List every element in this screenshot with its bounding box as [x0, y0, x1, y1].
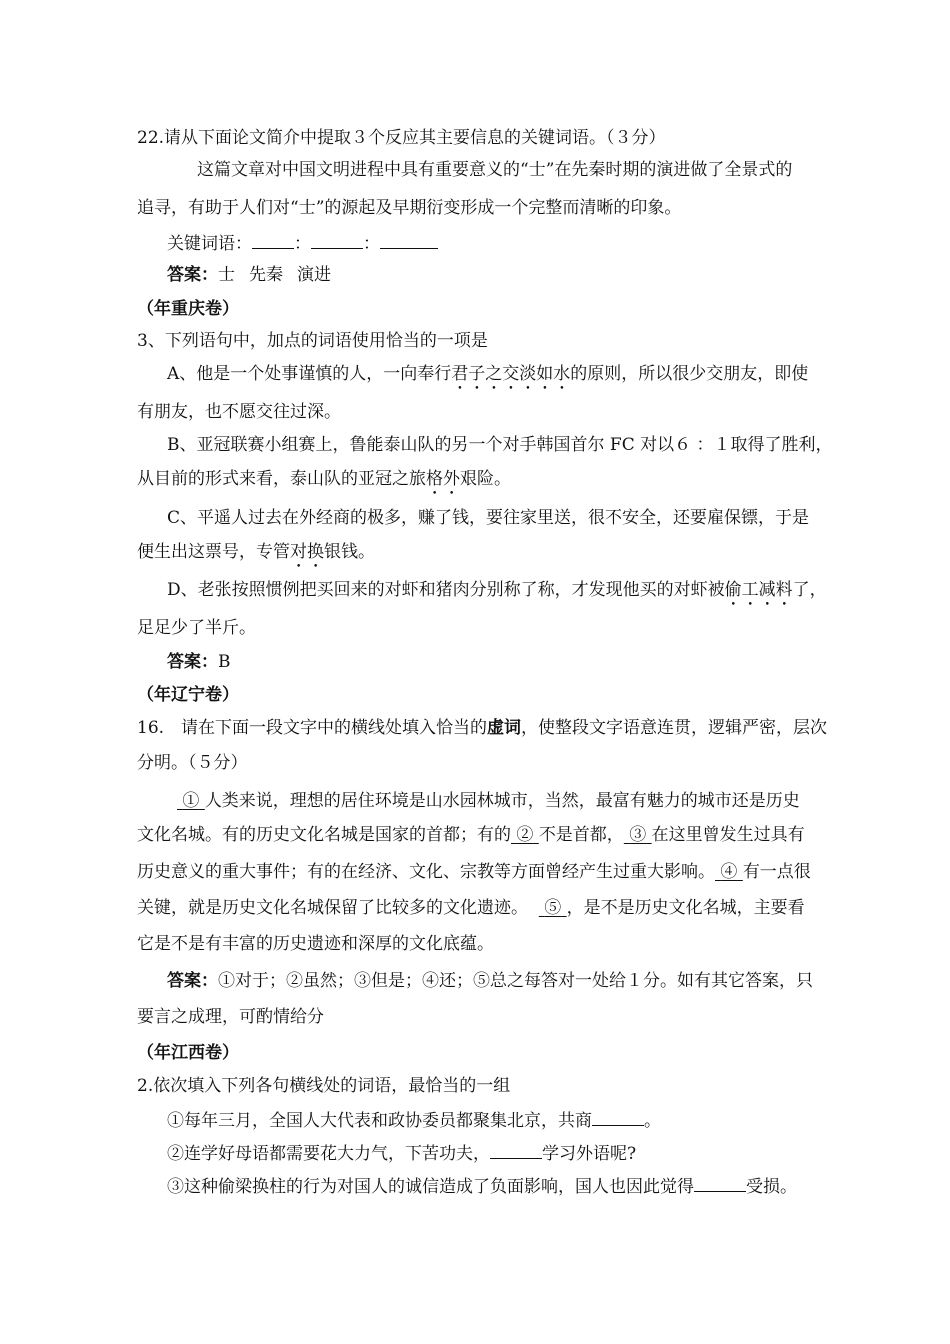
dotted-phrase: 格外 — [426, 469, 460, 489]
text-run: 不是首都， — [538, 825, 624, 845]
text-run: A、他是一个处事谨慎的人，一向奉行 — [167, 364, 452, 384]
keyword-blank-2 — [311, 230, 363, 249]
text-run: 艰险。 — [460, 469, 511, 489]
q22-title: 22.请从下面论文简介中提取３个反应其主要信息的关键词语。（３分） — [137, 128, 666, 148]
text-run: 16. 请在下面一段文字中的横线处填入恰当的 — [137, 718, 488, 738]
q22-answer — [167, 263, 331, 287]
ln-answer-line-2: 要言之成理，可酌情给分 — [137, 1007, 324, 1027]
text-run: 历史意义的重大事件；有的在经济、文化、宗教等方面曾经产生过重大影响。 — [137, 862, 715, 882]
keyword-blank-3 — [380, 230, 438, 249]
ln-passage-line-1 — [177, 789, 800, 813]
section-header-jiangxi: （年江西卷） — [137, 1043, 239, 1063]
blank-marker-5: ⑤ — [544, 898, 562, 918]
answer-label: 答案： — [167, 971, 218, 991]
cq-option-a-line-1 — [167, 362, 808, 386]
ln-passage-line-3 — [137, 860, 811, 884]
dotted-phrase: 对换 — [290, 542, 324, 562]
keyword-separator: ： — [363, 234, 380, 254]
text-run: 了， — [792, 580, 827, 600]
text-run: ②连学好母语都需要花大力气，下苦功夫， — [167, 1144, 490, 1164]
ln-passage-line-5: 它是不是有丰富的历史遗迹和深厚的文化底蕴。 — [137, 934, 494, 954]
q22-passage-line-1: 这篇文章对中国文明进程中具有重要意义的“士”在先秦时期的演进做了全景式的 — [197, 160, 793, 180]
ln-passage-line-4 — [137, 896, 805, 920]
section-header-chongqing: （年重庆卷） — [137, 299, 239, 319]
cq-option-d-line-2: 足足少了半斤。 — [137, 618, 256, 638]
fill-blank — [490, 1140, 542, 1159]
jx-sentence-2 — [167, 1140, 636, 1164]
text-run: 在这里曾发生过具有 — [651, 825, 805, 845]
text-run: 便生出这票号，专管 — [137, 542, 290, 562]
answer-value: B — [218, 652, 231, 672]
text-run: ①每年三月，全国人大代表和政协委员都聚集北京，共商 — [167, 1111, 592, 1131]
text-run: ③这种偷梁换柱的行为对国人的诚信造成了负面影响，国人也因此觉得 — [167, 1177, 694, 1197]
dotted-phrase: 偷工减料 — [724, 580, 793, 600]
dotted-phrase: 君子之交淡如水 — [451, 364, 571, 384]
answer-label: 答案： — [167, 652, 218, 672]
cq-question: 3、下列语句中，加点的词语使用恰当的一项是 — [137, 331, 488, 351]
text-run: 人类来说，理想的居住环境是山水园林城市，当然，最富有魅力的城市还是历史 — [204, 791, 800, 811]
q22-passage-line-2: 追寻，有助于人们对“士”的源起及早期衍变形成一个完整而清晰的印象。 — [137, 198, 682, 218]
jx-question: 2.依次填入下列各句横线处的词语，最恰当的一组 — [137, 1076, 511, 1096]
text-run: 。 — [644, 1111, 661, 1131]
blank-marker-1: ① — [182, 791, 200, 811]
jx-sentence-3 — [167, 1173, 797, 1197]
answer-word: 先秦 — [249, 265, 283, 285]
text-run: 文化名城。有的历史文化名城是国家的首都；有的 — [137, 825, 511, 845]
blank-marker-2: ② — [516, 825, 534, 845]
q22-keywords-row — [167, 230, 438, 254]
text-run: 有一点很 — [742, 862, 811, 882]
keywords-label: 关键词语： — [167, 234, 252, 254]
cq-option-c-line-1: C、平遥人过去在外经商的极多，赚了钱，要往家里送，很不安全，还要雇保镖，于是 — [167, 508, 810, 528]
text-run: 的原则，所以很少交朋友，即使 — [570, 364, 809, 384]
cq-answer — [167, 650, 231, 674]
section-header-liaoning: （年辽宁卷） — [137, 685, 239, 705]
text-run: 学习外语呢? — [542, 1144, 637, 1164]
cq-option-c-line-2 — [137, 540, 375, 564]
ln-question-line-1 — [137, 716, 827, 740]
fill-blank — [592, 1107, 644, 1126]
cq-option-b-line-1: B、亚冠联赛小组赛上，鲁能泰山队的另一个对手韩国首尔 FC 对以６ ：１取得了胜利， — [167, 435, 833, 455]
answer-word: 士 — [218, 265, 235, 285]
ln-passage-line-2 — [137, 823, 805, 847]
text-run: 受损。 — [746, 1177, 797, 1197]
text-run: 银钱。 — [324, 542, 375, 562]
cq-option-a-line-2: 有朋友，也不愿交往过深。 — [137, 402, 341, 422]
answer-word: 演进 — [297, 265, 331, 285]
keyword-separator: ： — [294, 234, 311, 254]
cq-option-b-line-2 — [137, 467, 511, 491]
bold-term: 虚词 — [487, 718, 522, 738]
jx-sentence-1 — [167, 1107, 661, 1131]
cq-option-d-line-1 — [167, 578, 827, 602]
text-run: 关键，就是历史文化名城保留了比较多的文化遗迹。 — [137, 898, 528, 918]
text-run: ，是不是历史文化名城，主要看 — [566, 898, 805, 918]
fill-blank — [694, 1173, 746, 1192]
answer-text: ①对于；②虽然；③但是；④还；⑤总之每答对一处给１分。如有其它答案，只 — [218, 971, 813, 991]
ln-question-line-2: 分明。（５分） — [137, 753, 248, 773]
ln-answer-line-1 — [167, 969, 813, 993]
text-run: ，使整段文字语意连贯，逻辑严密，层次 — [521, 718, 828, 738]
answer-label: 答案： — [167, 265, 218, 285]
blank-marker-4: ④ — [720, 862, 738, 882]
text-run: D、老张按照惯例把买回来的对虾和猪肉分别称了称，才发现他买的对虾被 — [167, 580, 725, 600]
keyword-blank-1 — [252, 230, 294, 249]
text-run: 从目前的形式来看，泰山队的亚冠之旅 — [137, 469, 426, 489]
blank-marker-3: ③ — [629, 825, 647, 845]
